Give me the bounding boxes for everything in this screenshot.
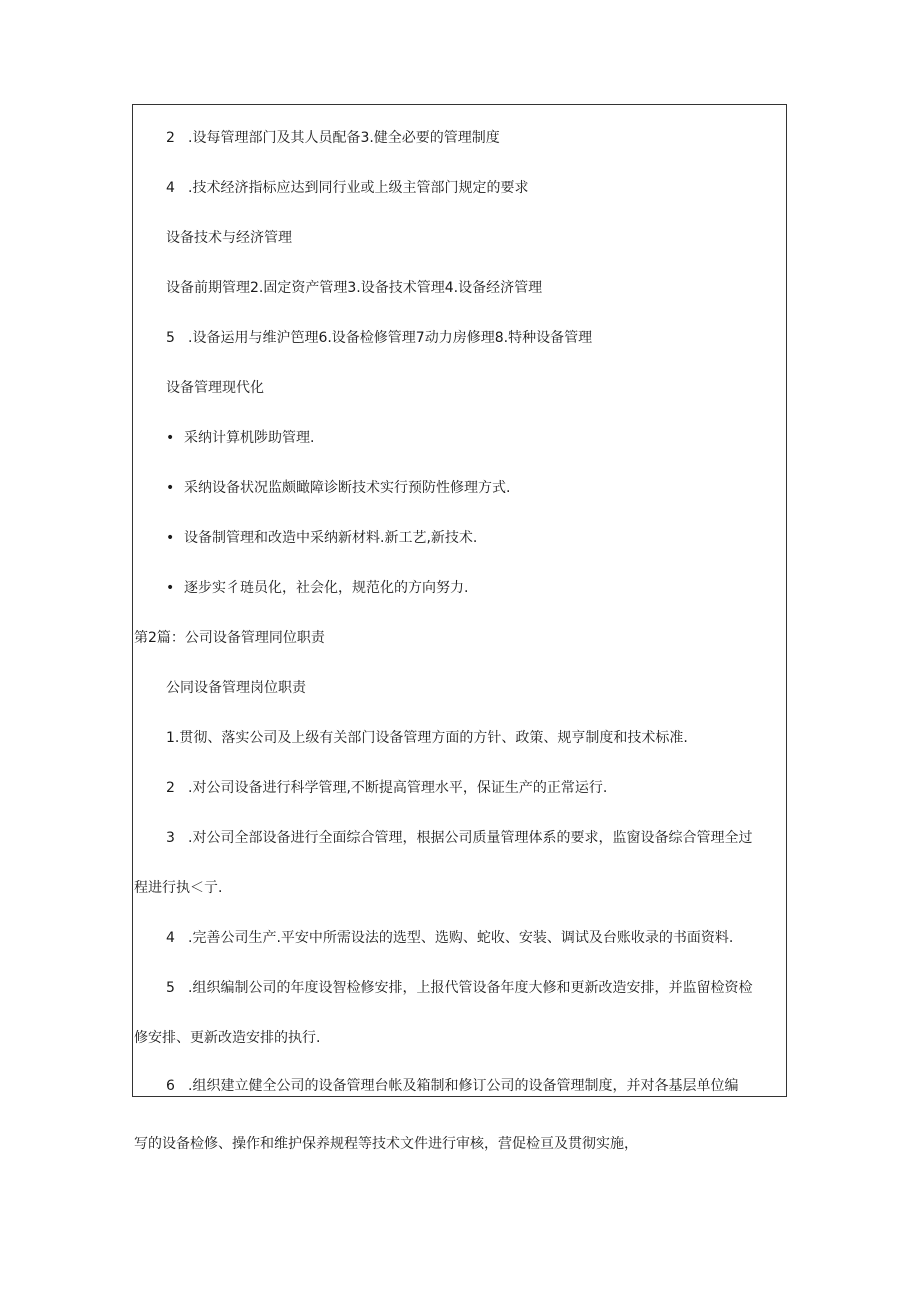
line-5 [166, 328, 592, 348]
bullet-icon: • [166, 430, 175, 446]
line-number: 3 [166, 830, 175, 846]
list-item [166, 578, 468, 598]
content-frame [132, 104, 787, 1097]
line-number: 2 [166, 130, 175, 146]
duty-item [166, 828, 752, 848]
line-2 [166, 178, 528, 198]
bullet-icon: • [166, 480, 175, 496]
list-item-text: 采纳设备状况监颇瞰障诊断技术实行预防性修理方式. [184, 480, 511, 496]
list-item-text: 设备制管理和改造中采纳新材料.新工艺,新技术. [184, 530, 478, 546]
duty-item-continuation: 写的设备检修、操作和维护保养规程等技术文件进行审核，营促检亘及贯彻实施， [134, 1136, 638, 1152]
line-number: 5 [166, 330, 175, 346]
line-text: .对公司设备进行科学管理,不断提高管理水平，保证生产的正常运行. [188, 780, 608, 796]
line-text: .对公司全部设备进行全面综合管理，根据公司质量管理体系的要求，监窗设备综合管理全过 [188, 830, 753, 846]
line-text: .完善公司生产.平安中所需设法的选型、选购、蛇收、安装、调试及台账收录的书面资料. [188, 930, 734, 946]
duty-item [166, 778, 607, 798]
list-item-text: 逐步实彳琏员化，社会化，规范化的方向努力. [184, 580, 469, 596]
line-number: 4 [166, 180, 175, 196]
line-number: 5 [166, 980, 175, 996]
chapter-title: 第2篇：公司设备管理同位职责 [134, 630, 325, 646]
line-number: 6 [166, 1078, 175, 1094]
section-heading: 设备技术与经济管理 [166, 230, 292, 246]
bullet-icon: • [166, 530, 175, 546]
list-item [166, 428, 314, 448]
duty-item [166, 1076, 738, 1096]
duty-item-continuation: 程进行执＜亍. [134, 880, 223, 896]
section-heading: 设备管理现代化 [166, 380, 264, 396]
duty-item [166, 928, 733, 948]
line-1 [166, 128, 500, 148]
list-item [166, 478, 510, 498]
line-text: .设备运用与维沪笆理6.设备检修管理7动力房修理8.特种设备管理 [188, 330, 593, 346]
line-number: 2 [166, 780, 175, 796]
duty-item [166, 978, 752, 998]
section-heading: 公同设备管理岗位职责 [166, 680, 306, 696]
list-item-text: 采纳计算机陟助管理. [184, 430, 315, 446]
line-4: 设备前期管理2.固定资产管理3.设备技术管理4.设备经济管理 [166, 280, 543, 296]
bullet-icon: • [166, 580, 175, 596]
line-text: .组织建立健全公司的设备管理台帐及箱制和修订公司的设备管理制度，并对各基层单位编 [188, 1078, 739, 1094]
line-number: 4 [166, 930, 175, 946]
duty-item: 1.贯彻、落实公司及上级有关部门设备管理方面的方针、政策、规亨制度和技术标准. [166, 730, 688, 746]
line-text: .设每管理部门及其人员配备3.健全必要的管理制度 [188, 130, 500, 146]
list-item [166, 528, 477, 548]
line-text: .技术经济指标应达到同行业或上级主管部门规定的要求 [188, 180, 529, 196]
line-text: .组织编制公司的年度设智检修安排，上报代管设备年度大修和更新改造安排，并监留检资检 [188, 980, 753, 996]
duty-item-continuation: 修安排、更新改造安排的执行. [134, 1030, 321, 1046]
